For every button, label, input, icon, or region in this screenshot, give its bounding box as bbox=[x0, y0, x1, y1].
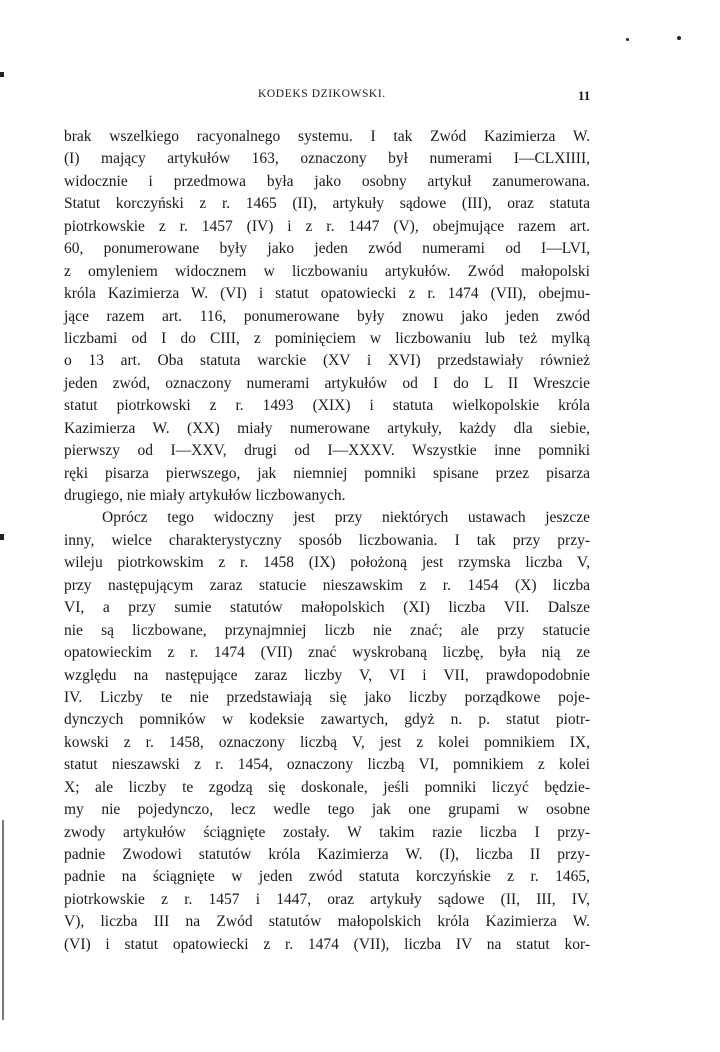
text-line: jeden zwód, oznaczony numerami artykułów od I do L II Wreszcie bbox=[64, 374, 590, 392]
text-line: widocznie i przedmowa była jako osobny artykuł zanumerowana. bbox=[64, 172, 590, 190]
text-line: V), liczba III na Zwód statutów małopolskich króla Kazimierza W. bbox=[64, 913, 590, 931]
text-line: my nie pojedynczo, lecz wedle tego jak one grupami w osobne bbox=[64, 801, 590, 819]
text-line: piotrkowskie z r. 1457 i 1447, oraz artykuły sądowe (II, III, IV, bbox=[64, 890, 590, 908]
text-line: IV. Liczby te nie przedstawiają się jako liczby porządkowe poje- bbox=[64, 688, 590, 706]
text-line: VI, a przy sumie statutów małopolskich (XI) liczba VII. Dalsze bbox=[64, 599, 590, 617]
text-line: wileju piotrkowskim z r. 1458 (IX) położoną jest rzymska liczba V, bbox=[64, 554, 590, 572]
text-line: nie są liczbowane, przynajmniej liczb nie znać; ale przy statucie bbox=[64, 621, 590, 639]
body-text bbox=[64, 126, 590, 956]
text-line: ręki pisarza pierwszego, jak niemniej pomniki spisane przez pisarza bbox=[64, 464, 590, 482]
scan-dot bbox=[626, 38, 629, 41]
text-line: króla Kazimierza W. (VI) i statut opatowiecki z r. 1474 (VII), obejmu- bbox=[64, 285, 590, 303]
text-line: przy następującym zaraz statucie nieszawskim z r. 1454 (X) liczba bbox=[64, 576, 590, 594]
scan-dot bbox=[677, 36, 681, 40]
text-line: z omyleniem widocznem w liczbowaniu artykułów. Zwód małopolski bbox=[64, 262, 590, 280]
page-header bbox=[0, 88, 720, 108]
text-line: (VI) i statut opatowiecki z r. 1474 (VII), liczba IV na statut kor- bbox=[64, 935, 590, 953]
text-line: dynczych pomników w kodeksie zawartych, gdyż n. p. statut piotr- bbox=[64, 711, 590, 729]
text-line: 60, ponumerowane były jako jeden zwód numerami od I—LVI, bbox=[64, 240, 590, 258]
text-line: inny, wielce charakterystyczny sposób liczbowania. I tak przy przy- bbox=[64, 531, 590, 549]
text-line: brak wszelkiego racyonalnego systemu. I tak Zwód Kazimierza W. bbox=[64, 128, 590, 145]
text-line: Kazimierza W. (XX) miały numerowane artykuły, każdy dla siebie, bbox=[64, 419, 590, 437]
text-line: o 13 art. Oba statuta warckie (XV i XVI) przedstawiały również bbox=[64, 352, 590, 370]
page-edge-line bbox=[2, 820, 4, 1020]
text-line: padnie Zwodowi statutów króla Kazimierza W. (I), liczba II przy- bbox=[64, 846, 590, 863]
text-line: piotrkowskie z r. 1457 (IV) i z r. 1447 (V), obejmujące razem art. bbox=[64, 217, 590, 235]
text-line: Statut korczyński z r. 1465 (II), artykuły sądowe (III), oraz statuta bbox=[64, 195, 590, 213]
text-line: statut nieszawski z r. 1454, oznaczony liczbą VI, pomnikiem z kolei bbox=[64, 756, 590, 774]
text-line: statut piotrkowski z r. 1493 (XIX) i statuta wielkopolskie króla bbox=[64, 397, 590, 415]
text-line: padnie na ściągnięte w jeden zwód statuta korczyńskie z r. 1465, bbox=[64, 868, 590, 886]
text-line: Oprócz tego widoczny jest przy niektórych ustawach jeszcze bbox=[102, 509, 590, 527]
scan-dot bbox=[0, 72, 4, 77]
paragraph-1 bbox=[64, 126, 590, 507]
text-line: zwody artykułów ściągnięte zostały. W takim razie liczba I przy- bbox=[64, 823, 590, 841]
paragraph-2 bbox=[64, 507, 590, 956]
text-line: kowski z r. 1458, oznaczony liczbą V, jest z kolei pomnikiem IX, bbox=[64, 733, 590, 751]
text-line: pierwszy od I—XXV, drugi od I—XXXV. Wszystkie inne pomniki bbox=[64, 442, 590, 460]
text-line: opatowieckim z r. 1474 (VII) znać wyskrobaną liczbę, była nią ze bbox=[64, 644, 590, 662]
text-line: liczbami od I do CIII, z pominięciem w liczbowaniu lub też mylką bbox=[64, 329, 590, 347]
running-title: KODEKS DZIKOWSKI. bbox=[258, 88, 386, 100]
text-line: X; ale liczby te zgodzą się doskonale, jeśli pomniki liczyć będzie- bbox=[64, 778, 590, 796]
text-line: względu na następujące zaraz liczby V, VI i VII, prawdopodobnie bbox=[64, 666, 590, 684]
text-line: drugiego, nie miały artykułów liczbowanych. bbox=[64, 487, 346, 504]
text-line: jące razem art. 116, ponumerowane były znowu jako jeden zwód bbox=[64, 307, 590, 325]
scan-dot bbox=[0, 534, 4, 540]
text-line: (I) mający artykułów 163, oznaczony był numerami I—CLXIIII, bbox=[64, 150, 590, 168]
page-number: 11 bbox=[578, 88, 591, 103]
